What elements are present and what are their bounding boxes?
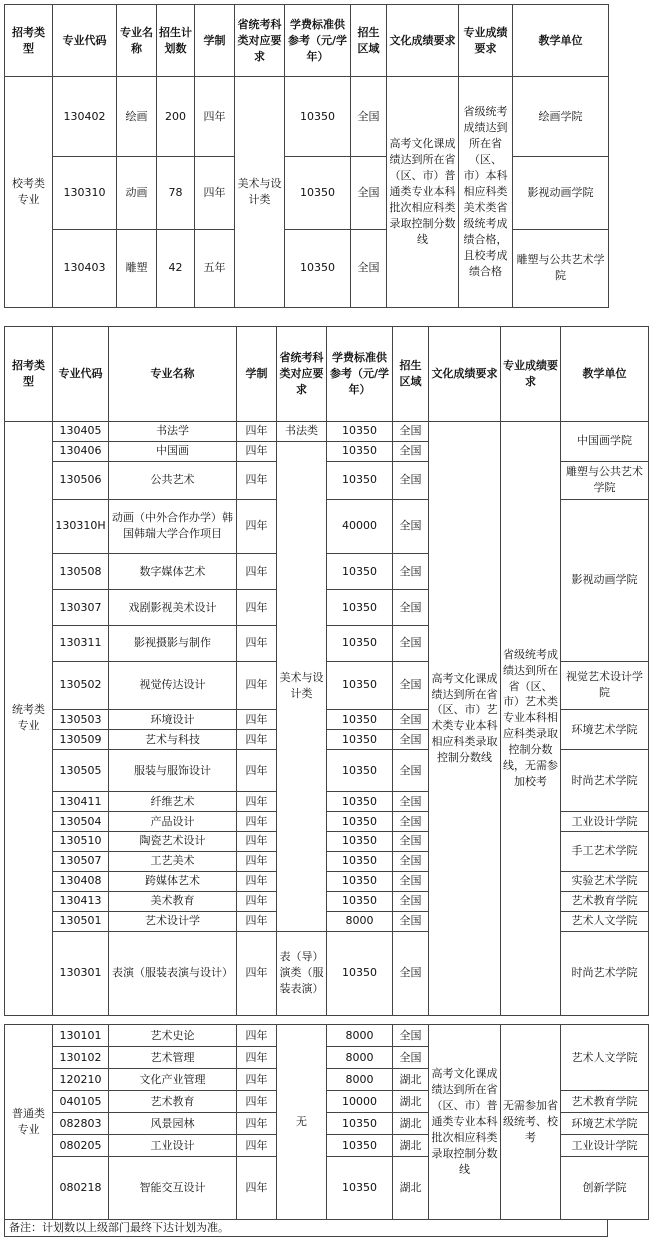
name-cell: 产品设计	[109, 812, 237, 832]
code-cell: 130503	[53, 710, 109, 730]
region-cell: 全国	[393, 931, 429, 1015]
name-cell: 工业设计	[109, 1135, 237, 1157]
col-header: 专业名称	[117, 5, 157, 77]
table-row	[5, 1025, 649, 1047]
subject-req-cell: 书法类	[277, 421, 327, 441]
name-cell: 绘画	[117, 77, 157, 157]
plan-cell: 42	[157, 229, 195, 307]
region-cell: 全国	[393, 911, 429, 931]
name-cell: 动画（中外合作办学）韩国韩瑞大学合作项目	[109, 499, 237, 554]
years-cell: 四年	[237, 461, 277, 499]
code-cell: 130311	[53, 625, 109, 661]
culture-req-cell: 高考文化课成绩达到所在省（区、市）艺术类专业本科相应科类录取控制分数线	[429, 421, 501, 1015]
years-cell: 四年	[237, 812, 277, 832]
tuition-cell: 10350	[327, 891, 393, 911]
col-header: 招生区域	[351, 5, 387, 77]
header-row	[5, 5, 609, 77]
name-cell: 表演（服装表演与设计）	[109, 931, 237, 1015]
code-cell: 130506	[53, 461, 109, 499]
code-cell: 130504	[53, 812, 109, 832]
years-cell: 四年	[237, 1135, 277, 1157]
unit-cell: 时尚艺术学院	[561, 931, 649, 1015]
code-cell: 130405	[53, 421, 109, 441]
tuition-cell: 10350	[327, 931, 393, 1015]
unit-cell: 艺术教育学院	[561, 891, 649, 911]
col-header: 教学单位	[561, 327, 649, 422]
years-cell: 五年	[195, 229, 235, 307]
code-cell: 130411	[53, 792, 109, 812]
name-cell: 美术教育	[109, 891, 237, 911]
tuition-cell: 10350	[327, 1113, 393, 1135]
years-cell: 四年	[237, 831, 277, 851]
unit-cell: 影视动画学院	[561, 499, 649, 661]
region-cell: 全国	[393, 441, 429, 461]
plan-cell: 200	[157, 77, 195, 157]
name-cell: 纤维艺术	[109, 792, 237, 812]
unit-cell: 环境艺术学院	[561, 1113, 649, 1135]
tuition-cell: 10350	[285, 229, 351, 307]
unit-cell: 实验艺术学院	[561, 871, 649, 891]
years-cell: 四年	[237, 730, 277, 750]
region-cell: 全国	[393, 421, 429, 441]
code-cell: 130413	[53, 891, 109, 911]
region-cell: 全国	[393, 750, 429, 792]
tuition-cell: 10350	[327, 461, 393, 499]
region-cell: 全国	[393, 554, 429, 590]
name-cell: 艺术管理	[109, 1047, 237, 1069]
tuition-cell: 10350	[327, 661, 393, 709]
unit-cell: 雕塑与公共艺术学院	[561, 461, 649, 499]
unit-cell: 工业设计学院	[561, 1135, 649, 1157]
region-cell: 全国	[351, 77, 387, 157]
subject-req-cell: 无	[277, 1025, 327, 1220]
region-cell: 全国	[393, 891, 429, 911]
years-cell: 四年	[237, 1025, 277, 1047]
plan-cell: 78	[157, 157, 195, 229]
col-header: 学费标准供参考（元/学年）	[285, 5, 351, 77]
code-cell: 130307	[53, 590, 109, 626]
name-cell: 影视摄影与制作	[109, 625, 237, 661]
major-req-cell: 无需参加省级统考、校考	[501, 1025, 561, 1220]
code-cell: 120210	[53, 1069, 109, 1091]
tuition-cell: 10350	[327, 792, 393, 812]
tuition-cell: 10350	[327, 851, 393, 871]
code-cell: 130403	[53, 229, 117, 307]
name-cell: 艺术与科技	[109, 730, 237, 750]
tuition-cell: 10000	[327, 1091, 393, 1113]
name-cell: 艺术设计学	[109, 911, 237, 931]
col-header: 招考类型	[5, 327, 53, 422]
subject-req-cell: 美术与设计类	[235, 77, 285, 308]
name-cell: 艺术教育	[109, 1091, 237, 1113]
years-cell: 四年	[237, 931, 277, 1015]
years-cell: 四年	[237, 710, 277, 730]
region-cell: 湖北	[393, 1113, 429, 1135]
code-cell: 130102	[53, 1047, 109, 1069]
code-cell: 130402	[53, 77, 117, 157]
name-cell: 公共艺术	[109, 461, 237, 499]
tuition-cell: 10350	[327, 710, 393, 730]
name-cell: 风景园林	[109, 1113, 237, 1135]
code-cell: 130510	[53, 831, 109, 851]
region-cell: 湖北	[393, 1157, 429, 1220]
region-cell: 全国	[393, 590, 429, 626]
name-cell: 艺术史论	[109, 1025, 237, 1047]
table-row	[5, 229, 609, 307]
code-cell: 130310	[53, 157, 117, 229]
unit-cell: 工业设计学院	[561, 812, 649, 832]
years-cell: 四年	[237, 1157, 277, 1220]
tuition-cell: 8000	[327, 1047, 393, 1069]
col-header: 学制	[195, 5, 235, 77]
name-cell: 智能交互设计	[109, 1157, 237, 1220]
tuition-cell: 10350	[327, 421, 393, 441]
unit-cell: 艺术人文学院	[561, 1025, 649, 1091]
years-cell: 四年	[237, 554, 277, 590]
tuition-cell: 40000	[327, 499, 393, 554]
unit-cell: 艺术教育学院	[561, 1091, 649, 1113]
tuition-cell: 10350	[327, 831, 393, 851]
unit-cell: 雕塑与公共艺术学院	[513, 229, 609, 307]
table-unified-exam	[4, 326, 649, 1016]
unit-cell: 手工艺术学院	[561, 831, 649, 871]
col-header: 学制	[237, 327, 277, 422]
years-cell: 四年	[195, 77, 235, 157]
name-cell: 文化产业管理	[109, 1069, 237, 1091]
years-cell: 四年	[237, 1091, 277, 1113]
years-cell: 四年	[237, 441, 277, 461]
name-cell: 雕塑	[117, 229, 157, 307]
tuition-cell: 10350	[327, 590, 393, 626]
tuition-cell: 10350	[327, 1135, 393, 1157]
header-row	[5, 327, 649, 422]
years-cell: 四年	[237, 421, 277, 441]
name-cell: 书法学	[109, 421, 237, 441]
unit-cell: 时尚艺术学院	[561, 750, 649, 812]
table-school-exam	[4, 4, 609, 308]
code-cell: 130505	[53, 750, 109, 792]
region-cell: 湖北	[393, 1069, 429, 1091]
col-header: 教学单位	[513, 5, 609, 77]
code-cell: 130101	[53, 1025, 109, 1047]
region-cell: 全国	[393, 831, 429, 851]
col-header: 文化成绩要求	[429, 327, 501, 422]
unit-cell: 影视动画学院	[513, 157, 609, 229]
name-cell: 陶瓷艺术设计	[109, 831, 237, 851]
culture-req-cell: 高考文化课成绩达到所在省（区、市）普通类专业本科批次相应科类录取控制分数线	[429, 1025, 501, 1220]
name-cell: 数字媒体艺术	[109, 554, 237, 590]
code-cell: 080218	[53, 1157, 109, 1220]
name-cell: 环境设计	[109, 710, 237, 730]
unit-cell: 中国画学院	[561, 421, 649, 461]
tuition-cell: 10350	[285, 157, 351, 229]
category-cell: 统考类专业	[5, 421, 53, 1015]
region-cell: 全国	[393, 499, 429, 554]
code-cell: 130501	[53, 911, 109, 931]
tuition-cell: 10350	[327, 625, 393, 661]
code-cell: 080205	[53, 1135, 109, 1157]
tuition-cell: 10350	[327, 1157, 393, 1220]
region-cell: 全国	[393, 661, 429, 709]
region-cell: 全国	[393, 710, 429, 730]
region-cell: 湖北	[393, 1135, 429, 1157]
code-cell: 130406	[53, 441, 109, 461]
region-cell: 全国	[393, 792, 429, 812]
region-cell: 全国	[393, 812, 429, 832]
col-header: 招生计划数	[157, 5, 195, 77]
years-cell: 四年	[237, 871, 277, 891]
region-cell: 全国	[393, 1025, 429, 1047]
table-row	[5, 77, 609, 157]
table-row	[5, 157, 609, 229]
region-cell: 全国	[393, 730, 429, 750]
major-req-cell: 省级统考成绩达到所在省（区、市）本科相应科类美术类省级统考成绩合格，且校考成绩合格	[459, 77, 513, 308]
name-cell: 工艺美术	[109, 851, 237, 871]
code-cell: 130310H	[53, 499, 109, 554]
years-cell: 四年	[237, 590, 277, 626]
code-cell: 130301	[53, 931, 109, 1015]
category-cell: 普通类专业	[5, 1025, 53, 1220]
region-cell: 全国	[351, 157, 387, 229]
years-cell: 四年	[237, 661, 277, 709]
tuition-cell: 10350	[327, 441, 393, 461]
tuition-cell: 10350	[327, 554, 393, 590]
region-cell: 全国	[351, 229, 387, 307]
subject-req-cell: 表（导）演类（服装表演）	[277, 931, 327, 1015]
code-cell: 130508	[53, 554, 109, 590]
col-header: 省统考科类对应要求	[277, 327, 327, 422]
years-cell: 四年	[237, 792, 277, 812]
subject-req-cell: 美术与设计类	[277, 441, 327, 931]
col-header: 招考类型	[5, 5, 53, 77]
region-cell: 全国	[393, 871, 429, 891]
years-cell: 四年	[237, 891, 277, 911]
name-cell: 服装与服饰设计	[109, 750, 237, 792]
name-cell: 戏剧影视美术设计	[109, 590, 237, 626]
years-cell: 四年	[237, 1069, 277, 1091]
culture-req-cell: 高考文化课成绩达到所在省（区、市）普通类专业本科批次相应科类录取控制分数线	[387, 77, 459, 308]
code-cell: 130408	[53, 871, 109, 891]
footnote: 备注：计划数以上级部门最终下达计划为准。	[4, 1219, 608, 1237]
unit-cell: 艺术人文学院	[561, 911, 649, 931]
name-cell: 跨媒体艺术	[109, 871, 237, 891]
unit-cell: 环境艺术学院	[561, 710, 649, 750]
col-header: 专业名称	[109, 327, 237, 422]
years-cell: 四年	[195, 157, 235, 229]
col-header: 专业成绩要求	[459, 5, 513, 77]
region-cell: 全国	[393, 461, 429, 499]
years-cell: 四年	[237, 911, 277, 931]
tuition-cell: 10350	[327, 750, 393, 792]
code-cell: 130509	[53, 730, 109, 750]
years-cell: 四年	[237, 851, 277, 871]
years-cell: 四年	[237, 499, 277, 554]
unit-cell: 绘画学院	[513, 77, 609, 157]
tuition-cell: 8000	[327, 1025, 393, 1047]
table-general	[4, 1024, 649, 1220]
major-req-cell: 省级统考成绩达到所在省（区、市）艺术类专业本科相应科类录取控制分数线，无需参加校考	[501, 421, 561, 1015]
table-row	[5, 421, 649, 441]
region-cell: 全国	[393, 1047, 429, 1069]
col-header: 专业代码	[53, 5, 117, 77]
tuition-cell: 10350	[327, 871, 393, 891]
region-cell: 湖北	[393, 1091, 429, 1113]
tuition-cell: 10350	[327, 812, 393, 832]
years-cell: 四年	[237, 1047, 277, 1069]
years-cell: 四年	[237, 750, 277, 792]
code-cell: 130507	[53, 851, 109, 871]
col-header: 招生区域	[393, 327, 429, 422]
region-cell: 全国	[393, 625, 429, 661]
col-header: 学费标准供参考（元/学年）	[327, 327, 393, 422]
col-header: 专业成绩要求	[501, 327, 561, 422]
col-header: 专业代码	[53, 327, 109, 422]
code-cell: 130502	[53, 661, 109, 709]
tuition-cell: 10350	[285, 77, 351, 157]
tuition-cell: 8000	[327, 1069, 393, 1091]
name-cell: 视觉传达设计	[109, 661, 237, 709]
region-cell: 全国	[393, 851, 429, 871]
years-cell: 四年	[237, 625, 277, 661]
col-header: 省统考科类对应要求	[235, 5, 285, 77]
years-cell: 四年	[237, 1113, 277, 1135]
col-header: 文化成绩要求	[387, 5, 459, 77]
code-cell: 040105	[53, 1091, 109, 1113]
unit-cell: 创新学院	[561, 1157, 649, 1220]
name-cell: 中国画	[109, 441, 237, 461]
unit-cell: 视觉艺术设计学院	[561, 661, 649, 709]
category-cell: 校考类专业	[5, 77, 53, 308]
name-cell: 动画	[117, 157, 157, 229]
tuition-cell: 8000	[327, 911, 393, 931]
tuition-cell: 10350	[327, 730, 393, 750]
code-cell: 082803	[53, 1113, 109, 1135]
